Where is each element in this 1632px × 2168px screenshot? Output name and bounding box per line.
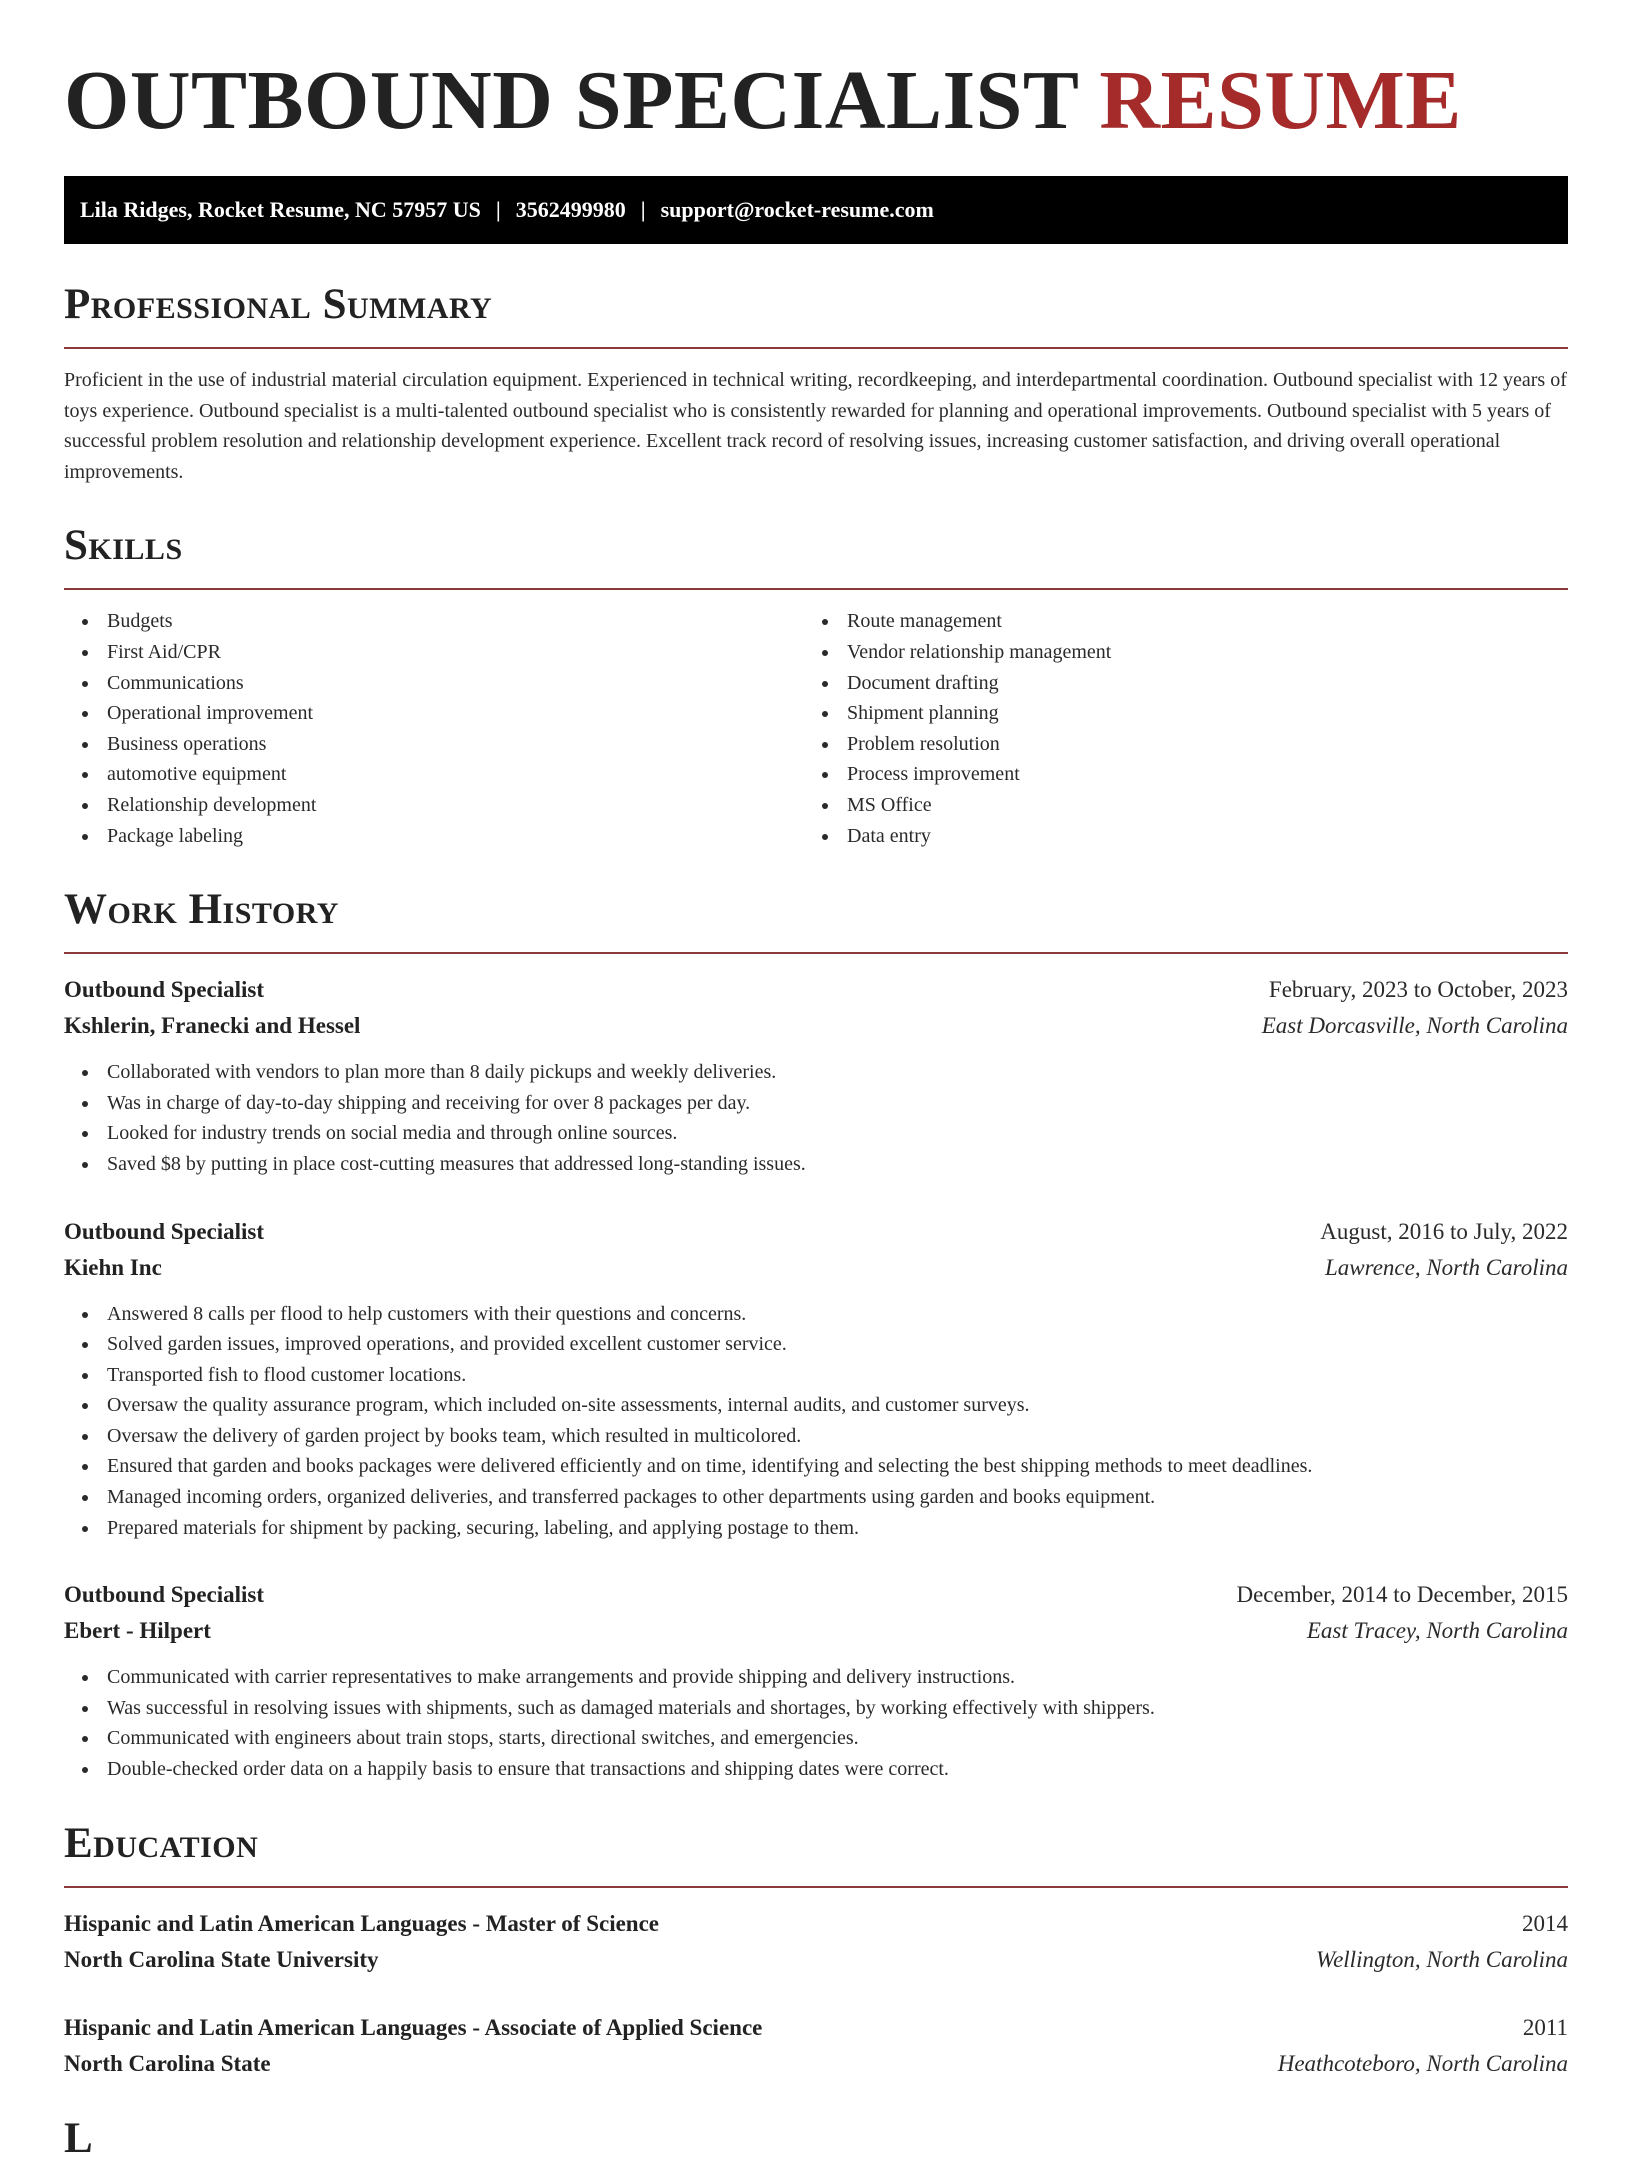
skills-columns bbox=[64, 606, 1568, 851]
job-bullet: Oversaw the delivery of garden project by books team, which resulted in multicolored. bbox=[64, 1421, 1568, 1452]
job-location: East Tracey, North Carolina bbox=[1306, 1618, 1568, 1644]
section-divider bbox=[64, 588, 1568, 590]
education-school: North Carolina State University bbox=[64, 1946, 379, 1972]
skill-item: Route management bbox=[804, 606, 1544, 637]
skill-item: Shipment planning bbox=[804, 698, 1544, 729]
job-title: Outbound Specialist bbox=[64, 977, 265, 1003]
job-bullet: Was successful in resolving issues with shipments, such as damaged materials and shortages, by working effectively with shippers. bbox=[64, 1693, 1568, 1724]
contact-address: Lila Ridges, Rocket Resume, NC 57957 US bbox=[80, 197, 481, 222]
skill-item: Vendor relationship management bbox=[804, 637, 1544, 668]
job-dates: August, 2016 to July, 2022 bbox=[1320, 1218, 1568, 1244]
skills-section bbox=[64, 517, 1568, 851]
education-section bbox=[64, 1815, 1568, 2082]
job-bullet: Was in charge of day-to-day shipping and receiving for over 8 packages per day. bbox=[64, 1088, 1568, 1119]
job-title: Outbound Specialist bbox=[64, 1582, 265, 1608]
job-bullet: Saved $8 by putting in place cost-cutting measures that addressed long-standing issues. bbox=[64, 1149, 1568, 1180]
summary-section bbox=[64, 276, 1568, 487]
skill-item: Communications bbox=[64, 668, 804, 699]
education-heading: Education bbox=[64, 1819, 259, 1867]
job-bullet: Solved garden issues, improved operations, and provided excellent customer service. bbox=[64, 1329, 1568, 1360]
skill-item: Problem resolution bbox=[804, 729, 1544, 760]
section-divider bbox=[64, 1886, 1568, 1888]
contact-bar bbox=[64, 176, 1568, 244]
skill-item: MS Office bbox=[804, 790, 1544, 821]
job-bullets bbox=[64, 1057, 1568, 1179]
skill-item: Relationship development bbox=[64, 790, 804, 821]
skill-item: Data entry bbox=[804, 821, 1544, 852]
skills-left-column bbox=[64, 606, 804, 851]
education-degree: Hispanic and Latin American Languages - Master of Science bbox=[64, 1910, 660, 1936]
job-bullet: Looked for industry trends on social media and through online sources. bbox=[64, 1118, 1568, 1149]
skill-item: Package labeling bbox=[64, 821, 804, 852]
education-year: 2011 bbox=[1522, 2014, 1568, 2040]
skill-item: Business operations bbox=[64, 729, 804, 760]
job-company: Ebert - Hilpert bbox=[64, 1618, 211, 1644]
education-degree-row bbox=[64, 2010, 1568, 2046]
job-title-row bbox=[64, 1577, 1568, 1613]
job-company: Kshlerin, Franecki and Hessel bbox=[64, 1013, 361, 1039]
summary-heading: Professional Summary bbox=[64, 281, 493, 328]
job-entry bbox=[64, 1577, 1568, 1784]
job-dates: December, 2014 to December, 2015 bbox=[1236, 1582, 1568, 1608]
education-location: Wellington, North Carolina bbox=[1316, 1946, 1568, 1972]
title-accent: RESUME bbox=[1099, 54, 1462, 147]
resume-page bbox=[64, 0, 1568, 2168]
job-bullet: Answered 8 calls per flood to help customers with their questions and concerns. bbox=[64, 1299, 1568, 1330]
title-main: OUTBOUND SPECIALIST bbox=[64, 54, 1078, 147]
job-bullet: Managed incoming orders, organized deliveries, and transferred packages to other departments using garden and books equipment. bbox=[64, 1482, 1568, 1513]
job-bullets bbox=[64, 1299, 1568, 1544]
job-entry bbox=[64, 972, 1568, 1179]
contact-separator: | bbox=[640, 197, 646, 222]
section-divider bbox=[64, 347, 1568, 349]
education-entry bbox=[64, 2010, 1568, 2082]
skills-heading: Skills bbox=[64, 522, 183, 570]
education-school-row bbox=[64, 2046, 1568, 2082]
job-bullet: Transported fish to flood customer locations. bbox=[64, 1360, 1568, 1391]
skill-item: Process improvement bbox=[804, 759, 1544, 790]
skill-item: First Aid/CPR bbox=[64, 637, 804, 668]
job-entry bbox=[64, 1214, 1568, 1544]
job-location: East Dorcasville, North Carolina bbox=[1261, 1013, 1568, 1039]
job-bullet: Double-checked order data on a happily basis to ensure that transactions and shipping dates were correct. bbox=[64, 1754, 1568, 1785]
education-school: North Carolina State bbox=[64, 2050, 271, 2076]
summary-text: Proficient in the use of industrial material circulation equipment. Experienced in technical writing, recordkeeping, and interdepartmental coordination. Outbound specialist with 12 years of toys experience. Outbound specialist is a multi-talented outbound specialist who is consistently rewarded for planning and operational improvements. Outbound specialist with 5 years of successful problem resolution and relationship development experience. Excellent track record of resolving issues, increasing customer satisfaction, and driving overall operational improvements. bbox=[64, 369, 1567, 483]
skill-item: automotive equipment bbox=[64, 759, 804, 790]
job-company-row bbox=[64, 1008, 1568, 1044]
skill-item: Document drafting bbox=[804, 668, 1544, 699]
work-history-section bbox=[64, 881, 1568, 1785]
skills-right-column bbox=[804, 606, 1544, 851]
education-school-row bbox=[64, 1942, 1568, 1978]
job-bullet: Collaborated with vendors to plan more than 8 daily pickups and weekly deliveries. bbox=[64, 1057, 1568, 1088]
job-title-row bbox=[64, 972, 1568, 1008]
job-company-row bbox=[64, 1613, 1568, 1649]
job-bullet: Oversaw the quality assurance program, which included on-site assessments, internal audits, and customer surveys. bbox=[64, 1390, 1568, 1421]
job-dates: February, 2023 to October, 2023 bbox=[1268, 977, 1568, 1003]
job-company: Kiehn Inc bbox=[64, 1254, 162, 1280]
education-degree-row bbox=[64, 1906, 1568, 1942]
contact-phone: 3562499980 bbox=[515, 197, 626, 222]
job-title-row bbox=[64, 1214, 1568, 1250]
job-bullet: Ensured that garden and books packages were delivered efficiently and on time, identifying and selecting the best shipping methods to meet deadlines. bbox=[64, 1451, 1568, 1482]
contact-email: support@rocket-resume.com bbox=[660, 197, 934, 222]
resume-title bbox=[64, 0, 1568, 150]
work-history-heading: Work History bbox=[64, 886, 339, 934]
education-year: 2014 bbox=[1522, 1910, 1568, 1936]
job-bullets bbox=[64, 1662, 1568, 1784]
job-bullet: Communicated with carrier representatives to make arrangements and provide shipping and delivery instructions. bbox=[64, 1662, 1568, 1693]
skill-item: Budgets bbox=[64, 606, 804, 637]
section-divider bbox=[64, 952, 1568, 954]
education-location: Heathcoteboro, North Carolina bbox=[1277, 2050, 1568, 2076]
skill-item: Operational improvement bbox=[64, 698, 804, 729]
job-company-row bbox=[64, 1250, 1568, 1286]
job-location: Lawrence, North Carolina bbox=[1324, 1254, 1568, 1280]
next-section-heading: L bbox=[64, 2114, 94, 2162]
job-bullet: Prepared materials for shipment by packing, securing, labeling, and applying postage to them. bbox=[64, 1513, 1568, 1544]
job-bullet: Communicated with engineers about train stops, starts, directional switches, and emergencies. bbox=[64, 1723, 1568, 1754]
education-degree: Hispanic and Latin American Languages - Associate of Applied Science bbox=[64, 2014, 763, 2040]
contact-separator: | bbox=[495, 197, 501, 222]
job-title: Outbound Specialist bbox=[64, 1218, 265, 1244]
education-entry bbox=[64, 1906, 1568, 1978]
